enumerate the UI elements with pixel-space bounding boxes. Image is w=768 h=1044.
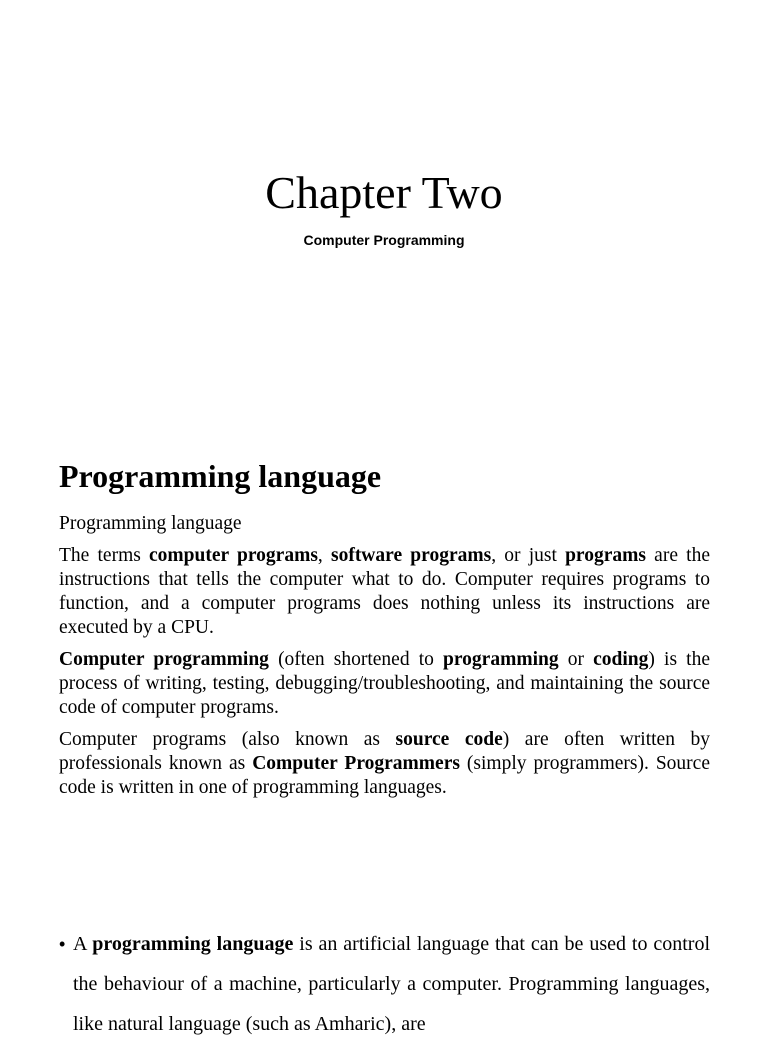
paragraph-source-code [59, 728, 710, 800]
text-run: The terms [59, 545, 150, 566]
text-run: or [558, 649, 594, 670]
bullet-text [73, 924, 710, 1044]
paragraph-computer-programming [59, 648, 710, 720]
bold-term: source code [395, 729, 503, 750]
bold-term: programs [565, 545, 646, 566]
text-run: ) are often written by professionals known as [59, 729, 710, 774]
section-heading: Programming language [59, 458, 382, 494]
text-run: are the instructions that tells the computer what to do. Computer requires programs to function, and a computer programs does nothing unless its instructions are executed by a CPU. [59, 545, 710, 638]
text-run: Computer programs (also known as [59, 729, 396, 750]
paragraph-computer-programs [59, 544, 710, 640]
bullet-slide [0, 900, 768, 1035]
bold-term: programming language [92, 933, 294, 955]
text-run: (simply programmers). Source code is written in one of programming languages. [59, 753, 710, 798]
text-run: ) is the process of writing, testing, debugging/troubleshooting, and maintaining the source code of computer programs. [59, 649, 710, 718]
chapter-subtitle: Computer Programming [303, 232, 465, 248]
bold-term: Computer programming [59, 649, 269, 670]
bold-term: coding [593, 649, 649, 670]
bullet-item [59, 924, 710, 1044]
text-run: A [73, 933, 93, 955]
text-run: , [317, 545, 331, 566]
bold-term: computer programs [149, 545, 318, 566]
text-run: , or just [491, 545, 566, 566]
bold-term: Computer Programmers [252, 753, 460, 774]
chapter-title: Chapter Two [265, 167, 503, 218]
bold-term: programming [443, 649, 559, 670]
bullet-icon: • [59, 934, 66, 954]
text-run: (often shortened to [268, 649, 444, 670]
body-text [59, 512, 710, 800]
subheading-line: Programming language [59, 513, 242, 534]
text-run: is an artificial language that can be used to control the behaviour of a machine, particularly a computer. Programming languages, like natural language (such as Amharic), are [73, 933, 710, 1035]
title-slide [0, 0, 768, 420]
bold-term: software programs [330, 545, 492, 566]
content-slide [0, 420, 768, 900]
